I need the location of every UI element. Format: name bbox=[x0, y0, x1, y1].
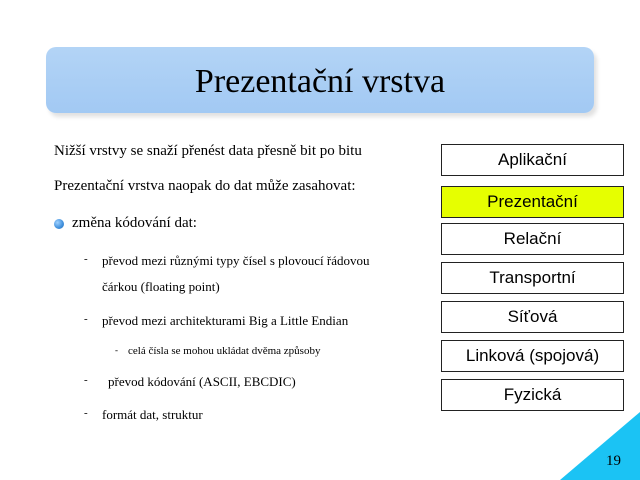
sub-sub-item: celá čísla se mohou ukládat dvěma způsoby bbox=[128, 345, 321, 357]
sub-item-4: formát dat, struktur bbox=[102, 407, 203, 422]
osi-layer-application: Aplikační bbox=[441, 144, 624, 176]
text-line-1: Nižší vrstvy se snaží přenést data přesně bit po bitu bbox=[54, 143, 362, 159]
sub-item-1b: čárkou (floating point) bbox=[102, 279, 220, 294]
osi-layer-datalink: Linková (spojová) bbox=[441, 340, 624, 372]
dash-marker: - bbox=[84, 253, 88, 265]
slide-title: Prezentační vrstva bbox=[194, 63, 446, 100]
dash-marker: - bbox=[84, 374, 88, 386]
osi-layer-transport: Transportní bbox=[441, 262, 624, 294]
dash-marker: - bbox=[84, 313, 88, 325]
sub-item-1a: převod mezi různými typy čísel s plovoucí řádovou bbox=[102, 253, 370, 268]
osi-layer-session: Relační bbox=[441, 223, 624, 255]
dash-marker: - bbox=[115, 345, 118, 355]
dash-marker: - bbox=[84, 407, 88, 419]
bullet-dot-icon bbox=[54, 219, 64, 229]
sub-item-3: převod kódování (ASCII, EBCDIC) bbox=[108, 374, 296, 389]
osi-layer-physical: Fyzická bbox=[441, 379, 624, 411]
title-banner bbox=[46, 47, 594, 113]
bullet-item bbox=[54, 215, 197, 232]
page-number: 19 bbox=[606, 453, 621, 469]
osi-layer-network: Síťová bbox=[441, 301, 624, 333]
corner-decoration bbox=[560, 412, 640, 480]
bullet-text: změna kódování dat: bbox=[72, 215, 197, 231]
sub-item-2: převod mezi architekturami Big a Little Endian bbox=[102, 313, 349, 328]
osi-layer-presentation: Prezentační bbox=[441, 186, 624, 218]
text-line-2: Prezentační vrstva naopak do dat může zasahovat: bbox=[54, 178, 356, 194]
